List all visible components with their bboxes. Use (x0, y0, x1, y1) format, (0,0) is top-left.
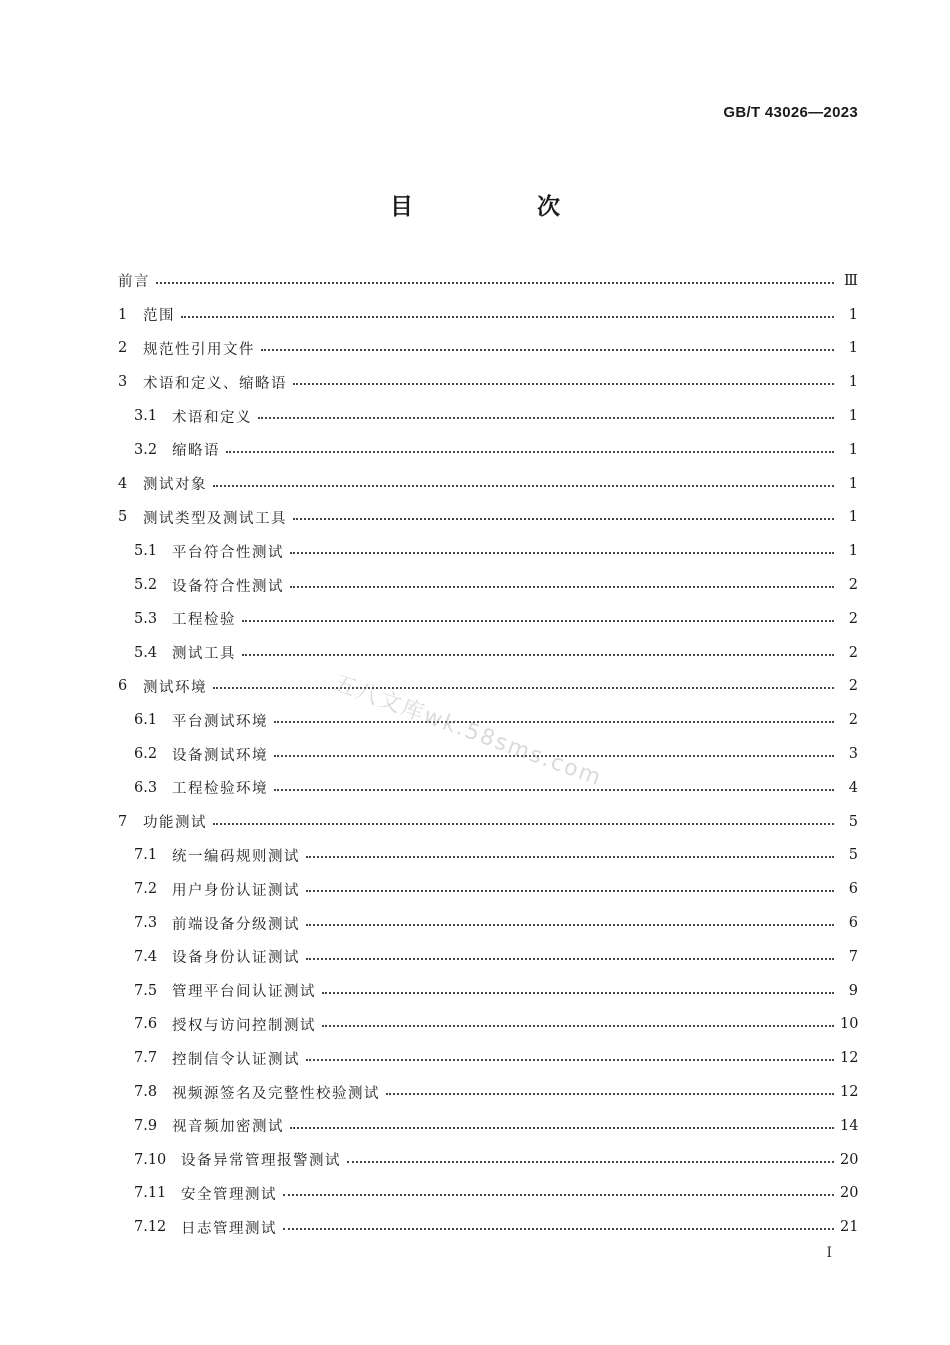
toc-entry-label: 规范性引用文件 (143, 341, 255, 358)
toc-entry-label: 视频源签名及完整性校验测试 (172, 1085, 380, 1102)
dot-leader (274, 721, 834, 723)
toc-entry-page: 12 (840, 1084, 859, 1101)
toc-entry-label: 统一编码规则测试 (172, 848, 300, 865)
toc-entry-page: 10 (840, 1016, 859, 1033)
toc-entry[interactable] (118, 839, 858, 873)
toc-entry-page: 1 (848, 408, 858, 425)
toc-entry-label: 工程检验 (172, 612, 236, 629)
dot-leader (156, 282, 834, 284)
dot-leader (290, 1127, 834, 1129)
toc-entry[interactable] (118, 670, 858, 704)
toc-entry-number: 7.12 (134, 1219, 167, 1236)
toc-entry-label: 视音频加密测试 (172, 1119, 284, 1136)
toc-entry-number: 2 (118, 340, 128, 357)
toc-entry-label: 前言 (118, 274, 150, 291)
toc-entry-page: 1 (848, 509, 858, 526)
dot-leader (347, 1161, 834, 1163)
dot-leader (283, 1194, 834, 1196)
toc-entry[interactable] (118, 602, 858, 636)
dot-leader (306, 856, 834, 858)
toc-entry-page: 1 (848, 340, 858, 357)
toc-entry-number: 5.1 (134, 543, 158, 560)
toc-entry-page: 2 (848, 678, 858, 695)
toc-entry-number: 7.11 (134, 1185, 167, 1202)
toc-entry-number: 5.4 (134, 644, 158, 661)
toc-entry-number: 7.6 (134, 1016, 158, 1033)
toc-entry[interactable] (118, 1177, 858, 1211)
toc-entry-page: 20 (840, 1151, 859, 1168)
standard-code: GB/T 43026—2023 (723, 104, 858, 121)
toc-entry-page: 12 (840, 1050, 859, 1067)
toc-entry[interactable] (118, 906, 858, 940)
dot-leader (306, 1059, 834, 1061)
toc-entry-number: 5.2 (134, 577, 158, 594)
toc-entry[interactable] (118, 332, 858, 366)
dot-leader (213, 485, 834, 487)
toc-entry[interactable] (118, 501, 858, 535)
toc-entry-page: 5 (848, 847, 858, 864)
toc-entry-number: 5 (118, 509, 128, 526)
toc-entry-label: 功能测试 (143, 815, 207, 832)
toc-entry[interactable] (118, 1041, 858, 1075)
toc-entry[interactable] (118, 636, 858, 670)
toc-entry[interactable] (118, 1075, 858, 1109)
dot-leader (283, 1228, 834, 1230)
toc-entry-number: 7.1 (134, 847, 158, 864)
page-number: I (826, 1245, 832, 1261)
toc-entry-page: 5 (848, 813, 858, 830)
toc-entry-page: 1 (848, 441, 858, 458)
toc-title: 目 次 (389, 194, 618, 220)
toc-entry[interactable] (118, 805, 858, 839)
toc-entry-number: 3.2 (134, 441, 158, 458)
toc-entry-label: 测试对象 (143, 477, 207, 494)
toc-entry-number: 7.4 (134, 948, 158, 965)
toc-entry-number: 7.10 (134, 1151, 167, 1168)
dot-leader (290, 552, 834, 554)
toc-entry-label: 平台测试环境 (172, 713, 268, 730)
toc-entry[interactable] (118, 298, 858, 332)
toc-entry-page: 4 (848, 779, 858, 796)
toc-entry-number: 6.2 (134, 746, 158, 763)
toc-entry-number: 3.1 (134, 408, 158, 425)
toc-entry-label: 范围 (143, 308, 175, 325)
toc-entry-label: 控制信令认证测试 (172, 1051, 300, 1068)
toc-entry[interactable] (118, 940, 858, 974)
dot-leader (322, 1025, 834, 1027)
toc-entry-label: 用户身份认证测试 (172, 882, 300, 899)
dot-leader (213, 687, 834, 689)
toc-entry-label: 授权与访问控制测试 (172, 1017, 316, 1034)
dot-leader (306, 890, 834, 892)
toc-entry-label: 设备异常管理报警测试 (181, 1153, 341, 1170)
toc-entry[interactable] (118, 771, 858, 805)
toc-entry-number: 6 (118, 678, 128, 695)
toc-entry[interactable] (118, 568, 858, 602)
toc-entry[interactable] (118, 1109, 858, 1143)
toc-entry-label: 术语和定义 (172, 409, 252, 426)
toc-entry-number: 7.8 (134, 1084, 158, 1101)
toc-entry[interactable] (118, 1143, 858, 1177)
toc-entry[interactable] (118, 264, 858, 298)
toc-entry-page: 2 (848, 577, 858, 594)
toc-entry-label: 缩略语 (172, 443, 220, 460)
toc-entry-number: 6.1 (134, 712, 158, 729)
toc-entry-number: 7.3 (134, 915, 158, 932)
watermark: 五八文库wk.58sms.com (330, 670, 606, 792)
dot-leader (290, 586, 834, 588)
dot-leader (274, 789, 834, 791)
dot-leader (258, 417, 834, 419)
toc-entry-number: 7.2 (134, 881, 158, 898)
toc-entry-number: 7.5 (134, 982, 158, 999)
toc-entry-page: 3 (848, 746, 858, 763)
toc-entry-number: 4 (118, 475, 128, 492)
toc-entry-label: 设备符合性测试 (172, 578, 284, 595)
dot-leader (181, 316, 834, 318)
dot-leader (242, 620, 834, 622)
toc-entry-page: 6 (848, 915, 858, 932)
toc-entry-label: 前端设备分级测试 (172, 916, 300, 933)
toc-entry-page: 2 (848, 712, 858, 729)
toc-entry[interactable] (118, 467, 858, 501)
dot-leader (242, 654, 834, 656)
dot-leader (306, 958, 834, 960)
toc-entry[interactable] (118, 534, 858, 568)
toc-entry-label: 测试环境 (143, 679, 207, 696)
toc-entry[interactable] (118, 433, 858, 467)
toc-entry-page: 6 (848, 881, 858, 898)
toc-entry-page: 2 (848, 644, 858, 661)
toc-entry-number: 1 (118, 306, 128, 323)
dot-leader (293, 518, 834, 520)
dot-leader (322, 992, 834, 994)
toc-entry-page: 9 (848, 982, 858, 999)
toc-entry-number: 7.9 (134, 1117, 158, 1134)
toc-entry[interactable] (118, 974, 858, 1008)
toc-entry[interactable] (118, 872, 858, 906)
toc-entry-label: 工程检验环境 (172, 781, 268, 798)
toc-entry-number: 6.3 (134, 779, 158, 796)
toc-entry-label: 术语和定义、缩略语 (143, 375, 287, 392)
toc-entry[interactable] (118, 1210, 858, 1244)
toc-entry-label: 管理平台间认证测试 (172, 984, 316, 1001)
toc-entry-page: 21 (840, 1219, 859, 1236)
toc-entry-page: 1 (848, 543, 858, 560)
toc-entry-page: Ⅲ (844, 272, 858, 289)
dot-leader (293, 383, 834, 385)
toc-entry-page: 1 (848, 374, 858, 391)
toc-entry-label: 设备测试环境 (172, 747, 268, 764)
toc-entry-page: 1 (848, 306, 858, 323)
toc-entry[interactable] (118, 1008, 858, 1042)
toc-entry-number: 5.3 (134, 610, 158, 627)
dot-leader (213, 823, 834, 825)
toc-entry[interactable] (118, 399, 858, 433)
toc-entry-label: 日志管理测试 (181, 1220, 277, 1237)
toc-entry-label: 设备身份认证测试 (172, 950, 300, 967)
toc-entry-page: 7 (848, 948, 858, 965)
toc-entry-label: 平台符合性测试 (172, 544, 284, 561)
toc-entry-label: 测试工具 (172, 646, 236, 663)
dot-leader (306, 924, 834, 926)
toc-entry-number: 7 (118, 813, 128, 830)
toc-entry-number: 7.7 (134, 1050, 158, 1067)
toc-entry-page: 1 (848, 475, 858, 492)
dot-leader (226, 451, 834, 453)
toc-entry-page: 14 (840, 1117, 859, 1134)
toc-entry-number: 3 (118, 374, 128, 391)
table-of-contents (118, 264, 858, 1244)
toc-entry-label: 测试类型及测试工具 (143, 510, 287, 527)
toc-entry-page: 20 (840, 1185, 859, 1202)
toc-entry-label: 安全管理测试 (181, 1186, 277, 1203)
dot-leader (261, 349, 834, 351)
toc-entry[interactable] (118, 365, 858, 399)
toc-entry-page: 2 (848, 610, 858, 627)
dot-leader (386, 1093, 834, 1095)
